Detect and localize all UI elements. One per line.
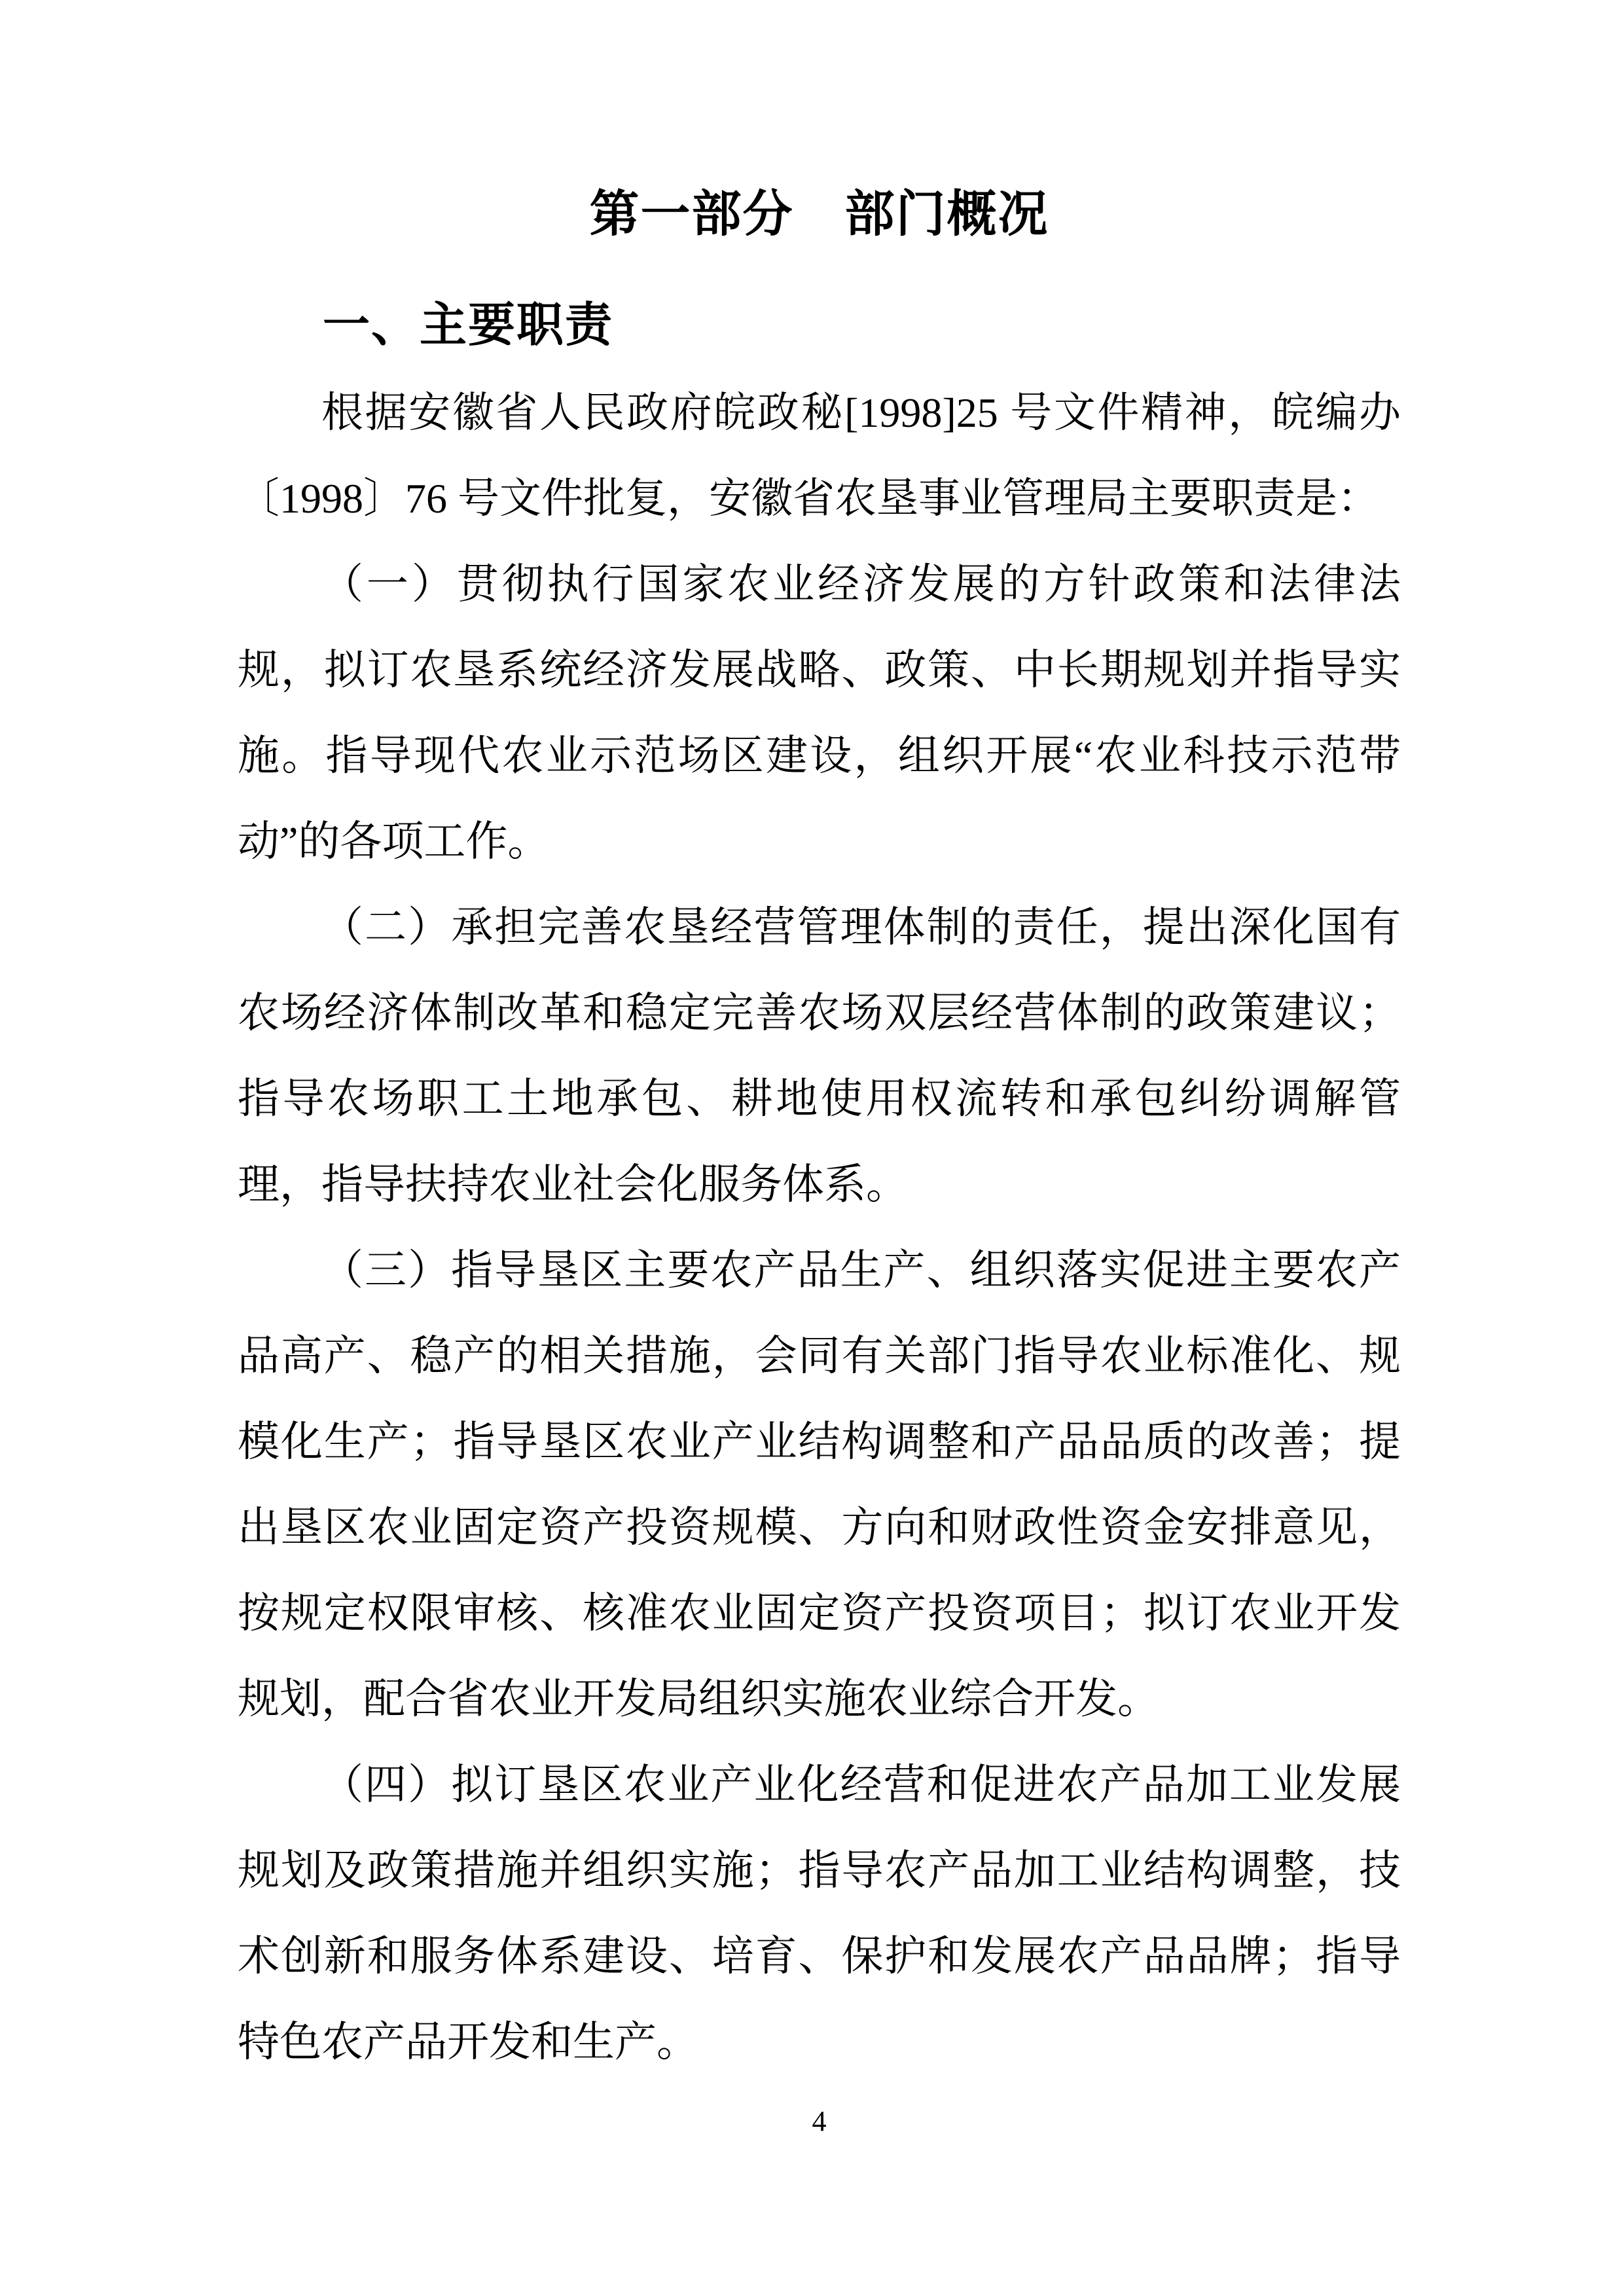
body-line: 规划及政策措施并组织实施；指导农产品加工业结构调整，技: [238, 1847, 1401, 1894]
page-number: 4: [812, 2105, 827, 2137]
body-line: （三）指导垦区主要农产品生产、组织落实促进主要农产: [321, 1247, 1401, 1293]
document-body: [238, 370, 1401, 2085]
body-line: 农场经济体制改革和稳定完善农场双层经营体制的政策建议；: [238, 990, 1401, 1036]
page-title: 第一部分 部门概况: [589, 187, 1049, 242]
body-line: 〔1998〕76 号文件批复，安徽省农垦事业管理局主要职责是：: [238, 475, 1379, 522]
body-line: 理，指导扶持农业社会化服务体系。: [238, 1161, 908, 1208]
body-line: 模化生产；指导垦区农业产业结构调整和产品品质的改善；提: [238, 1419, 1401, 1465]
body-line: 根据安徽省人民政府皖政秘[1998]25 号文件精神，皖编办: [321, 389, 1401, 436]
body-line: 按规定权限审核、核准农业固定资产投资项目；拟订农业开发: [238, 1590, 1401, 1636]
body-line: 特色农产品开发和生产。: [238, 2019, 698, 2065]
body-line: （二）承担完善农垦经营管理体制的责任，提出深化国有: [321, 904, 1401, 950]
body-line: （一）贯彻执行国家农业经济发展的方针政策和法律法: [321, 561, 1401, 607]
body-line: 品高产、稳产的相关措施，会同有关部门指导农业标准化、规: [238, 1333, 1401, 1379]
section-heading: 一、主要职责: [323, 299, 614, 352]
body-line: 术创新和服务体系建设、培育、保护和发展农产品品牌；指导: [238, 1933, 1401, 1979]
body-line: 规，拟订农垦系统经济发展战略、政策、中长期规划并指导实: [238, 647, 1401, 693]
body-line: 动”的各项工作。: [238, 818, 550, 865]
body-line: 规划，配合省农业开发局组织实施农业综合开发。: [238, 1676, 1159, 1722]
body-line: 出垦区农业固定资产投资规模、方向和财政性资金安排意见，: [238, 1504, 1401, 1551]
body-line: 施。指导现代农业示范场区建设，组织开展“农业科技示范带: [238, 732, 1401, 779]
body-line: （四）拟订垦区农业产业化经营和促进农产品加工业发展: [321, 1762, 1401, 1808]
body-line: 指导农场职工土地承包、耕地使用权流转和承包纠纷调解管: [238, 1075, 1401, 1122]
